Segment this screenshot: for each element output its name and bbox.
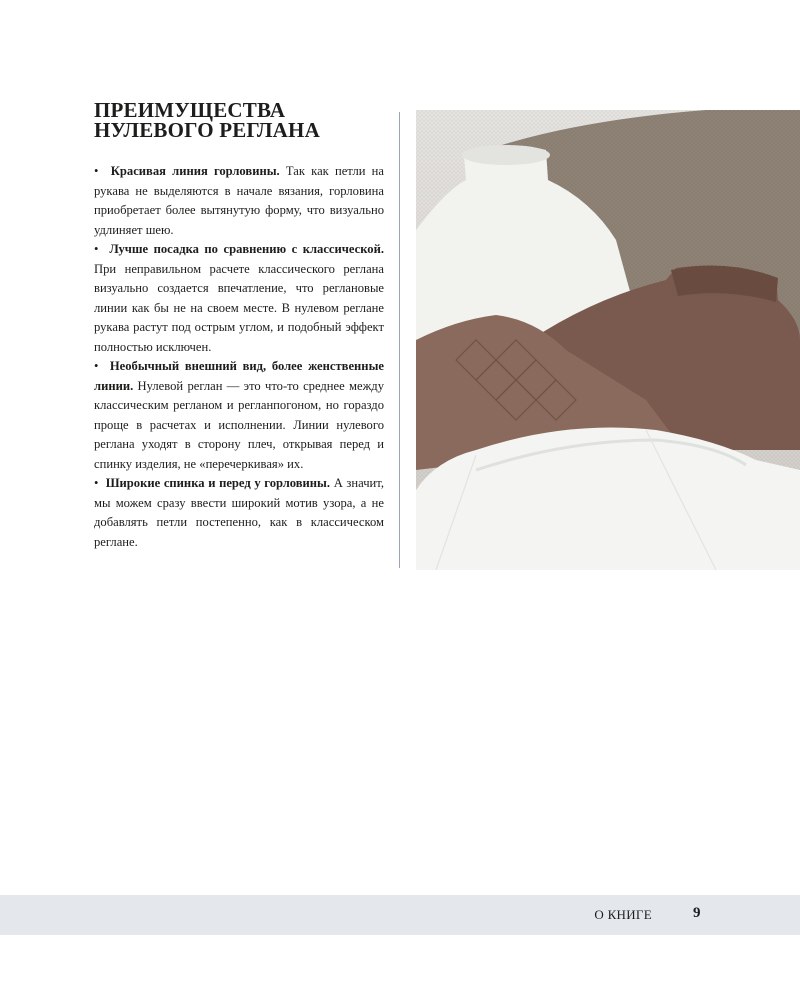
bullet-text: А значит, мы можем сразу ввести широкий мотив узора, а не добавлять петли постепенно, как в классическом реглане.: [94, 476, 384, 549]
advantages-list: [94, 162, 384, 552]
footer-section-title: О КНИГЕ: [594, 907, 652, 922]
bullet-item: [94, 357, 384, 474]
sweaters-photo: [416, 110, 800, 570]
bullet-marker: •: [94, 476, 99, 490]
heading-line-1: ПРЕИМУЩЕСТВА: [94, 98, 286, 122]
bullet-item: [94, 162, 384, 240]
page-heading: [94, 100, 394, 140]
bullet-item: [94, 474, 384, 552]
bullet-marker: •: [94, 359, 99, 373]
column-divider: [399, 112, 400, 568]
footer-band: [0, 895, 800, 935]
bullet-text: Так как петли на рукава не выделяются в начале вязания, горловина приобретает более вытянутую форму, что визуально удлиняет шею.: [94, 164, 385, 237]
bullet-text: При неправильном расчете классического реглана визуально создается впечатление, что реглановые линии как бы не на своем месте. В нулевом реглане рукава растут под острым углом, и подобный эффект полностью исключен.: [94, 261, 384, 354]
sweaters-illustration: [416, 110, 800, 570]
bullet-marker: •: [94, 242, 99, 256]
bullet-lead: Лучше посадка по сравнению с классической.: [109, 242, 385, 256]
bullet-lead: Широкие спинка и перед у горловины.: [105, 476, 331, 490]
bullet-lead: Необычный внешний вид, более женственные линии.: [94, 359, 384, 393]
heading-line-2: НУЛЕВОГО РЕГЛАНА: [94, 118, 320, 142]
bullet-text: Нулевой реглан — это что-то среднее между классическим регланом и регланпогоном, но гораздо проще в расчетах и исполнении. Линии нулевого реглана уходят в сторону плеч, открывая перед и спинку изделия, не «перечеркивая» их.: [94, 378, 384, 471]
bullet-marker: •: [94, 164, 99, 178]
bullet-item: [94, 240, 384, 357]
bullet-lead: Красивая линия горловины.: [110, 164, 280, 178]
page-number: 9: [693, 905, 701, 921]
